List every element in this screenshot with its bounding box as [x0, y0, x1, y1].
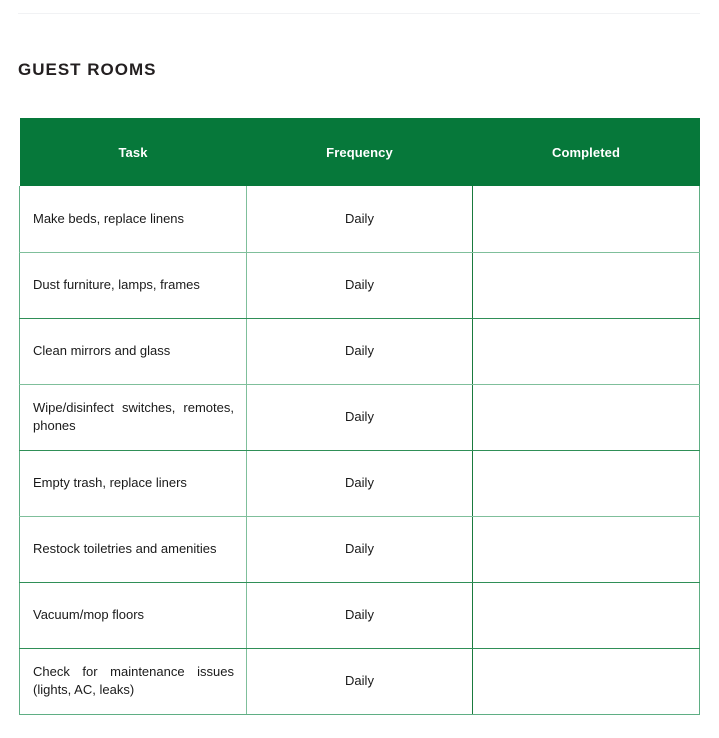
cell-completed-checkbox-area[interactable] — [473, 450, 700, 516]
cell-frequency: Daily — [247, 648, 473, 714]
cell-frequency: Daily — [247, 252, 473, 318]
table-row — [20, 450, 700, 516]
cell-completed-checkbox-area[interactable] — [473, 516, 700, 582]
column-header-completed: Completed — [473, 118, 700, 186]
cell-completed-checkbox-area[interactable] — [473, 648, 700, 714]
table-header — [20, 118, 700, 186]
cell-frequency: Daily — [247, 186, 473, 252]
cell-task: Clean mirrors and glass — [20, 318, 247, 384]
cell-frequency: Daily — [247, 318, 473, 384]
cell-completed-checkbox-area[interactable] — [473, 186, 700, 252]
column-header-frequency: Frequency — [247, 118, 473, 186]
table-row — [20, 582, 700, 648]
cell-frequency: Daily — [247, 582, 473, 648]
cell-task: Make beds, replace linens — [20, 186, 247, 252]
cell-completed-checkbox-area[interactable] — [473, 582, 700, 648]
column-header-task: Task — [20, 118, 247, 186]
table-row — [20, 516, 700, 582]
table-row — [20, 252, 700, 318]
table-row — [20, 186, 700, 252]
page-title: GUEST ROOMS — [18, 60, 157, 79]
guest-rooms-task-table — [19, 118, 700, 715]
top-divider — [18, 13, 700, 14]
table-header-row — [20, 118, 700, 186]
cell-task: Vacuum/mop floors — [20, 582, 247, 648]
cell-completed-checkbox-area[interactable] — [473, 252, 700, 318]
cell-completed-checkbox-area[interactable] — [473, 384, 700, 450]
table-row — [20, 648, 700, 714]
cell-task: Check for maintenance issues (lights, AC, leaks) — [20, 648, 247, 714]
cell-completed-checkbox-area[interactable] — [473, 318, 700, 384]
cell-task: Empty trash, replace liners — [20, 450, 247, 516]
cell-frequency: Daily — [247, 384, 473, 450]
cell-task: Restock toiletries and amenities — [20, 516, 247, 582]
checklist-table-container — [19, 118, 699, 715]
cell-task: Dust furniture, lamps, frames — [20, 252, 247, 318]
cell-frequency: Daily — [247, 516, 473, 582]
cell-frequency: Daily — [247, 450, 473, 516]
table-row — [20, 384, 700, 450]
table-row — [20, 318, 700, 384]
table-body — [20, 186, 700, 714]
cell-task: Wipe/disinfect switches, remotes, phones — [20, 384, 247, 450]
